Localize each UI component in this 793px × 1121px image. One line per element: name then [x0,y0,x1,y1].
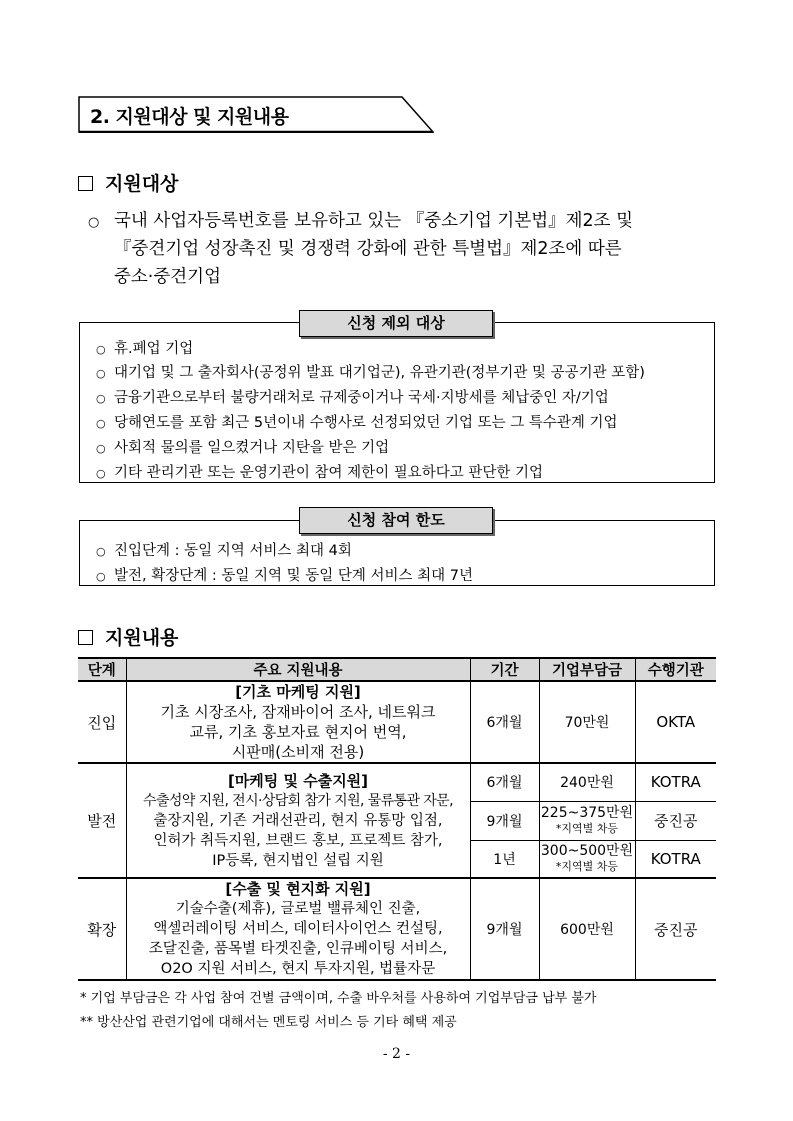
exclusion-item: ○ 기타 관리기관 또는 운영기관이 참여 제한이 필요하다고 판단한 기업 [96,465,544,481]
section-title: 2. 지원대상 및 지원내용 [90,106,289,128]
agency-cell: OKTA [635,681,716,763]
exclusion-item: ○ 사회적 물의를 일으켰거나 지탄을 받은 기업 [96,440,390,456]
cost-note: *지역별 차등 [555,821,619,835]
content-title: [수출 및 현지화 지원] [225,880,371,898]
agency-cell: KOTRA [635,840,716,878]
agency-cell: 중진공 [635,878,716,980]
content-line: 출장지원, 기존 거래선관리, 현지 유통망 입점, [153,812,443,829]
circle-bullet-icon: ○ [88,215,100,230]
content-title: [기초 마케팅 지원] [235,683,361,701]
content-title: [마케팅 및 수출지원] [227,771,369,790]
square-bullet-icon [78,176,93,191]
support-table [78,657,716,981]
cost-note: *지역별 차등 [555,859,619,873]
stage-cell: 확장 [78,878,126,980]
exclusion-item: ○ 당해연도를 포함 최근 5년이내 수행사로 선정되었던 기업 또는 그 특수관계 기업 [96,415,618,431]
content-line: 시판매(소비재 전용) [231,743,365,761]
target-line-1: 국내 사업자등록번호를 보유하고 있는 『중소기업 기본법』제2조 및 [114,211,634,231]
exclusion-box [79,322,715,483]
table-row [78,878,716,980]
content-line: 교류, 기초 홍보자료 현지어 번역, [189,723,407,741]
square-bullet-icon [78,630,93,645]
exclusion-item: ○ 휴.폐업 기업 [96,341,194,357]
footnote: ** 방산산업 관련기업에 대해서는 멘토링 서비스 등 기타 혜택 제공 [80,1015,457,1030]
content-line: 인허가 취득지원, 브랜드 홍보, 프로젝트 참가, [153,832,443,849]
target-line-3: 중소·중견기업 [114,267,221,287]
stage-cell: 발전 [78,763,126,878]
cost-cell [539,763,635,801]
agency-cell: KOTRA [635,763,716,801]
table-row [78,681,716,763]
content-heading [78,623,178,650]
content-cell [126,681,470,763]
content-line: 수출성약 지원, 전시·상담회 참가 지원, 물류통관 자문, [143,792,453,809]
header-stage: 단계 [78,658,126,681]
cost-cell: 70만원 [539,681,635,763]
cost-cell [539,801,635,840]
content-heading-text: 지원내용 [105,627,179,649]
header-cost: 기업부담금 [539,658,635,681]
period-cell: 6개월 [470,681,539,763]
limit-item: ○ 발전, 확장단계 : 동일 지역 및 동일 단계 서비스 최대 7년 [96,568,473,584]
agency-cell: 중진공 [635,801,716,840]
table-row [78,763,716,801]
header-agency: 수행기관 [635,658,716,681]
footnote: * 기업 부담금은 각 사업 참여 건별 금액이며, 수출 바우처를 사용하여 기업부담금 납부 불가 [80,991,597,1006]
content-line: O2O 지원 서비스, 현지 투자지원, 법률자문 [160,961,436,977]
cost-cell [539,840,635,878]
target-heading-text: 지원대상 [105,173,179,195]
limit-item: ○ 진입단계 : 동일 지역 서비스 최대 4회 [96,543,352,559]
header-period: 기간 [470,658,539,681]
limits-box-title: 신청 참여 한도 [299,507,493,534]
period-cell: 9개월 [470,801,539,840]
content-line: 조달진출, 품목별 타겟진출, 인큐베이팅 서비스, [148,941,448,957]
content-cell [126,763,470,878]
header-content: 주요 지원내용 [126,658,470,681]
target-line-2: 『중견기업 성장촉진 및 경쟁력 강화에 관한 특별법』제2조에 따른 [114,239,622,259]
section-header [78,96,434,133]
cost-value: 225~375만원 [540,804,634,821]
cost-value: 240만원 [560,775,614,792]
content-line: IP등록, 현지법인 설립 지원 [212,852,384,869]
period-cell: 9개월 [470,878,539,980]
target-heading [78,169,178,196]
exclusion-box-title: 신청 제외 대상 [299,310,493,337]
cost-cell: 600만원 [539,878,635,980]
content-line: 기초 시장조사, 잠재바이어 조사, 네트워크 [160,703,436,721]
stage-cell: 진입 [78,681,126,763]
target-paragraph [88,207,716,291]
page-number: - 2 - [382,1046,411,1062]
content-line: 액셀러레이팅 서비스, 데이터사이언스 컨설팅, [153,921,443,937]
exclusion-item: ○ 대기업 및 그 출자회사(공정위 발표 대기업군), 유관기관(정부기관 및 공공기관 포함) [96,365,645,381]
period-cell: 6개월 [470,763,539,801]
cost-value: 300~500만원 [540,842,634,859]
content-cell [126,878,470,980]
content-line: 기술수출(제휴), 글로벌 밸류체인 진출, [175,901,421,917]
period-cell: 1년 [470,840,539,878]
exclusion-item: ○ 금융기관으로부터 불량거래처로 규제중이거나 국세·지방세를 체납중인 자/기업 [96,390,609,406]
table-header-row [78,658,716,681]
